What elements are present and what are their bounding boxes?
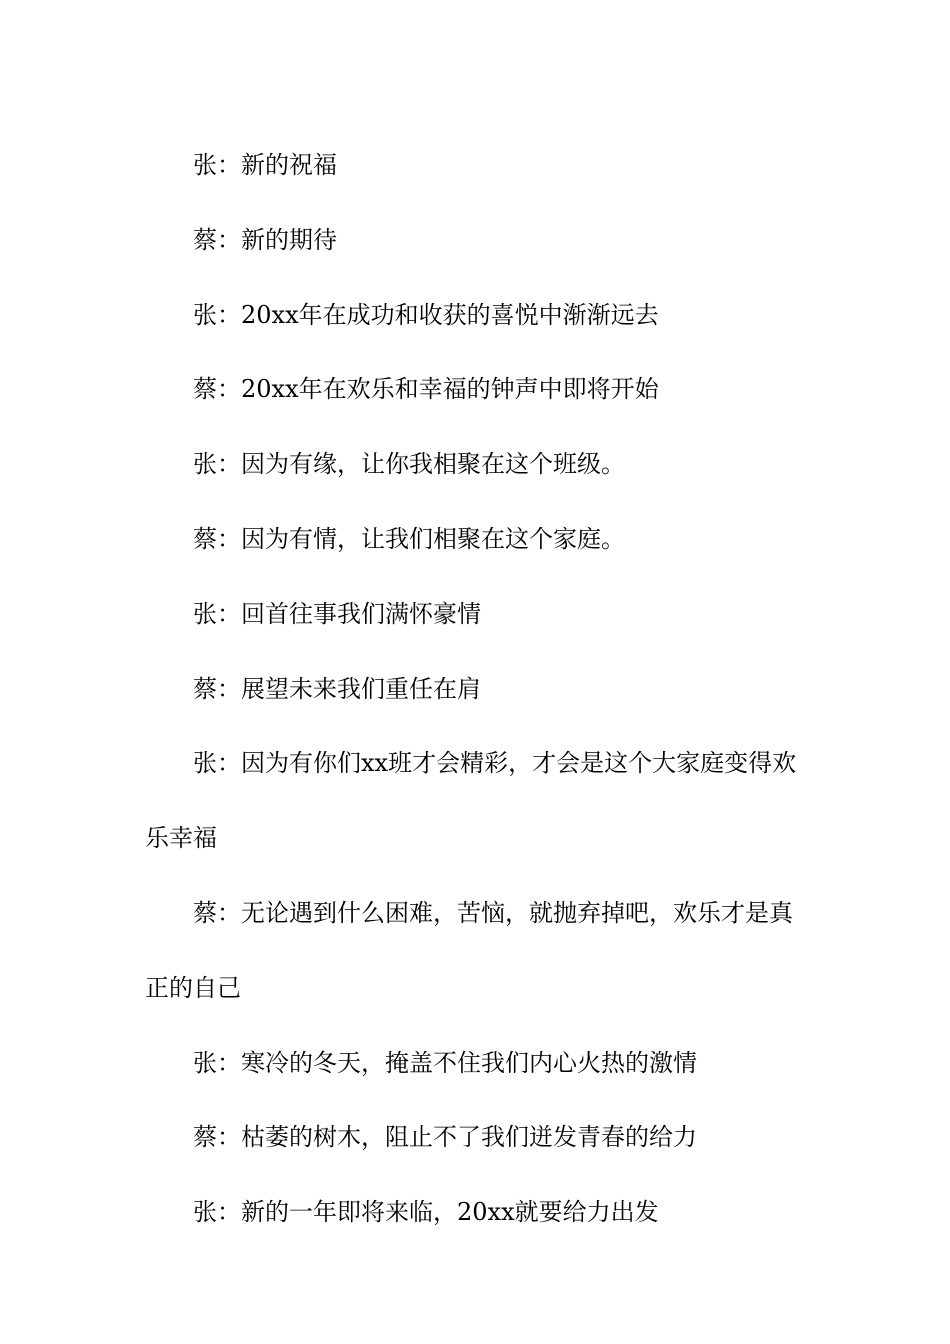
dialogue-line-10: 蔡：无论遇到什么困难，苦恼，就抛弃掉吧，欢乐才是真正的自己 [145,898,793,1002]
dialogue-line-11: 张：寒冷的冬天，掩盖不住我们内心火热的激情 [193,1048,697,1077]
dialogue-line-5: 张：因为有缘，让你我相聚在这个班级。 [193,450,625,479]
dialogue-line-2: 蔡：新的期待 [193,225,337,254]
dialogue-line-6: 蔡：因为有情，让我们相聚在这个家庭。 [193,524,625,553]
dialogue-line-13: 张：新的一年即将来临，20xx就要给力出发 [193,1198,659,1227]
dialogue-line-8: 蔡：展望未来我们重任在肩 [193,674,481,703]
dialogue-line-7: 张：回首往事我们满怀豪情 [193,599,481,628]
dialogue-line-12: 蔡：枯萎的树木，阻止不了我们迸发青春的给力 [193,1123,697,1152]
dialogue-line-9: 张：因为有你们xx班才会精彩，才会是这个大家庭变得欢乐幸福 [145,749,797,853]
dialogue-line-3: 张：20xx年在成功和收获的喜悦中渐渐远去 [193,300,659,329]
document-body [145,128,810,1250]
dialogue-line-1: 张：新的祝福 [193,151,337,179]
dialogue-line-4: 蔡：20xx年在欢乐和幸福的钟声中即将开始 [193,375,659,404]
